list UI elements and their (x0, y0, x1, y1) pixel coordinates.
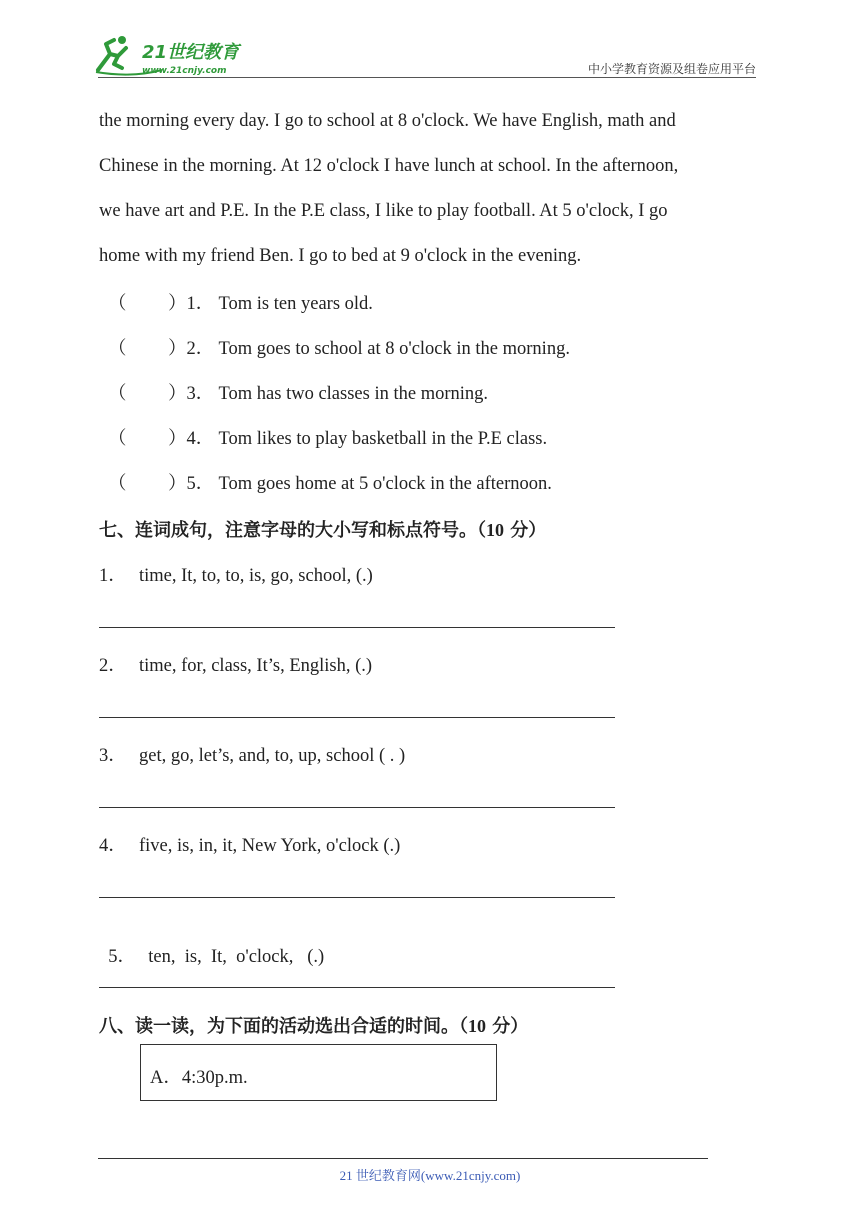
question-number: 4． (99, 836, 127, 856)
answer-bracket-close: ） (168, 384, 187, 404)
footer-link[interactable]: 21 世纪教育网(www.21cnjy.com) (339, 1168, 521, 1183)
item-text: Tom is ten years old. (218, 294, 373, 314)
question-number: 5． (108, 947, 137, 967)
question-number: 3． (99, 746, 127, 766)
answer-bracket-open[interactable]: （ (108, 384, 127, 404)
answer-line[interactable] (99, 627, 615, 628)
answer-bracket-close: ） (168, 294, 187, 314)
item-number: 1． (186, 294, 215, 314)
true-false-item (108, 289, 373, 315)
reorder-question (99, 921, 324, 968)
answer-line[interactable] (99, 717, 615, 718)
reorder-question (99, 561, 373, 587)
reorder-question (99, 831, 400, 857)
true-false-item (108, 469, 552, 495)
passage-line: Chinese in the morning. At 12 o'clock I have lunch at school. In the afternoon, (99, 156, 679, 176)
section-7-title: 七、连词成句，注意字母的大小写和标点符号。（10 分） (99, 520, 547, 541)
header-divider (98, 77, 756, 78)
answer-bracket-open[interactable]: （ (108, 294, 127, 314)
answer-bracket-open[interactable]: （ (108, 474, 127, 494)
reorder-question (99, 741, 405, 767)
platform-name: 中小学教育资源及组卷应用平台 (587, 62, 756, 76)
answer-line[interactable] (99, 807, 615, 808)
answer-bracket-close: ） (168, 339, 187, 359)
site-logo (92, 34, 262, 78)
answer-bracket-close: ） (168, 429, 187, 449)
section-8-title: 八、读一读，为下面的活动选出合适的时间。（10 分） (99, 1016, 529, 1037)
answer-bracket-open[interactable]: （ (108, 429, 127, 449)
footer-divider (98, 1158, 708, 1159)
passage-line: the morning every day. I go to school at 8 o'clock. We have English, math and (99, 111, 676, 131)
question-words: time, It, to, to, is, go, school, (.) (139, 566, 373, 586)
item-number: 4． (186, 429, 215, 449)
item-text: Tom goes home at 5 o'clock in the afternoon. (218, 474, 552, 494)
question-words: get, go, let’s, and, to, up, school ( . ) (139, 746, 406, 766)
question-words: five, is, in, it, New York, o'clock (.) (139, 836, 401, 856)
passage-line: home with my friend Ben. I go to bed at 9 o'clock in the evening. (99, 246, 582, 266)
answer-bracket-open[interactable]: （ (108, 339, 127, 359)
answer-line[interactable] (99, 987, 615, 988)
item-text: Tom has two classes in the morning. (218, 384, 489, 404)
svg-text:21世纪教育: 21世纪教育 (142, 42, 240, 63)
question-number: 2． (99, 656, 127, 676)
item-number: 2． (186, 339, 215, 359)
svg-text:www.21cnjy.com: www.21cnjy.com (142, 66, 227, 76)
question-words: ten, is, It, o'clock, (.) (148, 947, 325, 967)
time-option-box (140, 1044, 497, 1101)
answer-bracket-close: ） (168, 474, 187, 494)
question-number: 1． (99, 566, 127, 586)
true-false-item (108, 334, 570, 360)
question-words: time, for, class, It’s, English, (.) (139, 656, 373, 676)
true-false-item (108, 379, 488, 405)
reorder-question (99, 651, 372, 677)
answer-line[interactable] (99, 897, 615, 898)
runner-icon (98, 40, 126, 70)
item-text: Tom goes to school at 8 o'clock in the morning. (218, 339, 570, 359)
true-false-item (108, 424, 547, 450)
item-text: Tom likes to play basketball in the P.E class. (218, 429, 548, 449)
reading-passage (99, 99, 749, 279)
item-number: 5． (186, 474, 215, 494)
item-number: 3． (186, 384, 215, 404)
passage-line: we have art and P.E. In the P.E class, I like to play football. At 5 o'clock, I go (99, 201, 668, 221)
time-option: A．4:30p.m. (150, 1068, 248, 1088)
page-header (0, 0, 860, 80)
